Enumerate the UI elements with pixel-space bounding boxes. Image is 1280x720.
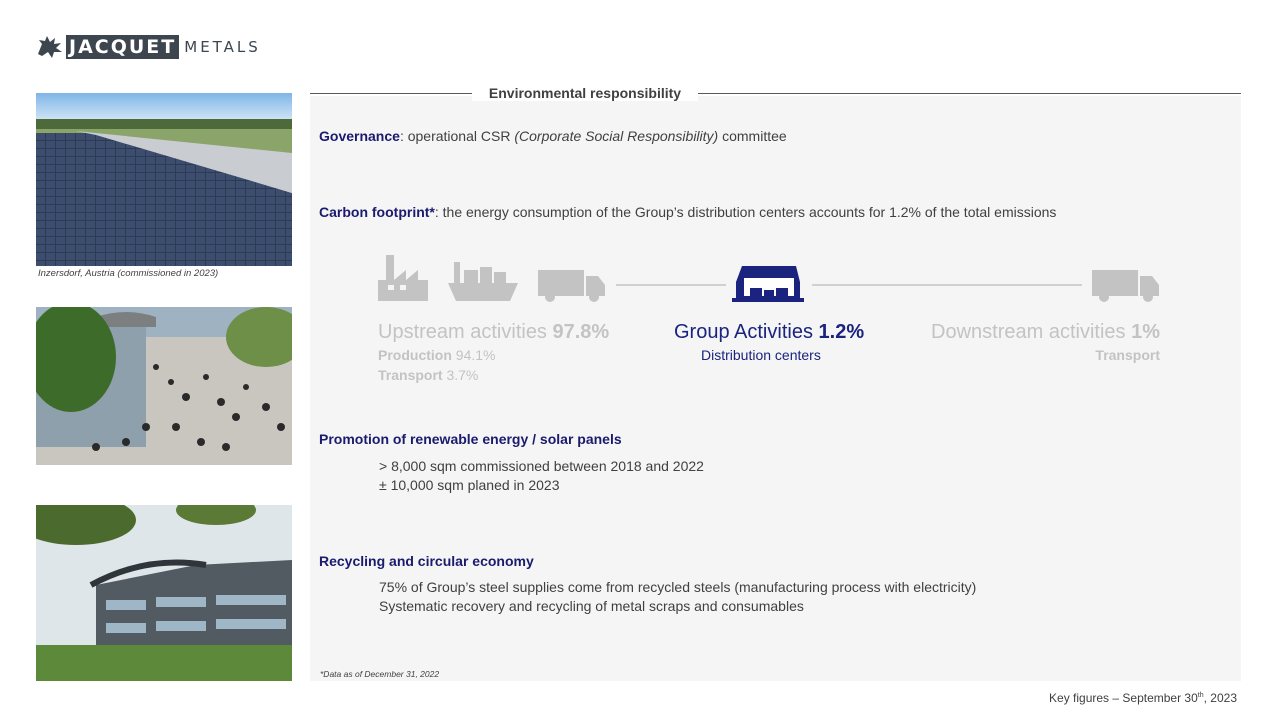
carbon-paragraph	[319, 204, 1056, 220]
governance-text-after: committee	[718, 128, 787, 144]
factory-icon	[378, 255, 428, 301]
truck-icon-downstream	[1092, 270, 1159, 302]
ship-icon	[448, 262, 518, 301]
footer-text: Key figures – September 30	[1049, 691, 1198, 705]
footer-year: , 2023	[1203, 691, 1237, 705]
section-title: Environmental responsibility	[472, 85, 698, 101]
crowd-event-photo	[36, 307, 292, 465]
upstream-value: 97.8%	[552, 321, 610, 343]
upstream-transport-label: Transport	[378, 367, 447, 383]
group-value: 1.2%	[818, 321, 865, 343]
recycling-title: Recycling and circular economy	[319, 553, 534, 569]
emissions-diagram	[370, 250, 1170, 310]
upstream-title	[378, 321, 609, 344]
governance-text-before: : operational CSR	[399, 128, 515, 144]
footer-sup: th	[1197, 692, 1204, 699]
office-building-photo	[36, 505, 292, 681]
downstream-title-label: Downstream activities	[931, 321, 1132, 343]
production-value: 94.1%	[455, 347, 496, 363]
company-logo	[36, 33, 261, 61]
page-footer	[1049, 691, 1237, 705]
section-rule-left	[310, 93, 472, 94]
truck-icon-upstream	[538, 270, 605, 302]
governance-label: Governance	[319, 128, 400, 144]
group-title	[674, 321, 864, 344]
downstream-sub	[1095, 347, 1160, 363]
carbon-text: : the energy consumption of the Group’s distribution centers accounts for 1.2% of the total emissions	[434, 204, 1057, 220]
governance-paragraph	[319, 128, 787, 144]
downstream-sub-label: Transport	[1095, 347, 1160, 363]
renewable-item: ± 10,000 sqm planed in 2023	[379, 477, 560, 493]
griffin-logo-icon	[36, 34, 64, 60]
downstream-title	[931, 321, 1160, 344]
warehouse-icon	[732, 266, 804, 302]
governance-italic: (Corporate Social Responsibility)	[514, 128, 719, 144]
upstream-transport-value: 3.7%	[446, 367, 479, 383]
downstream-value: 1%	[1131, 321, 1160, 343]
section-rule-right	[698, 93, 1241, 94]
group-sub: Distribution centers	[701, 347, 821, 363]
recycling-item: Systematic recovery and recycling of metal scraps and consumables	[379, 598, 804, 614]
upstream-title-label: Upstream activities	[378, 321, 553, 343]
logo-suffix: METALS	[184, 38, 261, 56]
solar-photo-caption: Inzersdorf, Austria (commissioned in 2023)	[38, 268, 219, 279]
logo-brand: JACQUET	[66, 35, 179, 59]
solar-panels-photo	[36, 93, 292, 266]
upstream-production	[378, 347, 495, 363]
upstream-transport	[378, 367, 478, 383]
renewable-item: > 8,000 sqm commissioned between 2018 and 2022	[379, 458, 704, 474]
carbon-label: Carbon footprint*	[319, 204, 435, 220]
data-footnote: *Data as of December 31, 2022	[320, 669, 440, 679]
recycling-item: 75% of Group’s steel supplies come from recycled steels (manufacturing process with electricity)	[379, 579, 977, 595]
renewable-title: Promotion of renewable energy / solar panels	[319, 431, 622, 447]
group-title-label: Group Activities	[674, 321, 819, 343]
production-label: Production	[378, 347, 456, 363]
